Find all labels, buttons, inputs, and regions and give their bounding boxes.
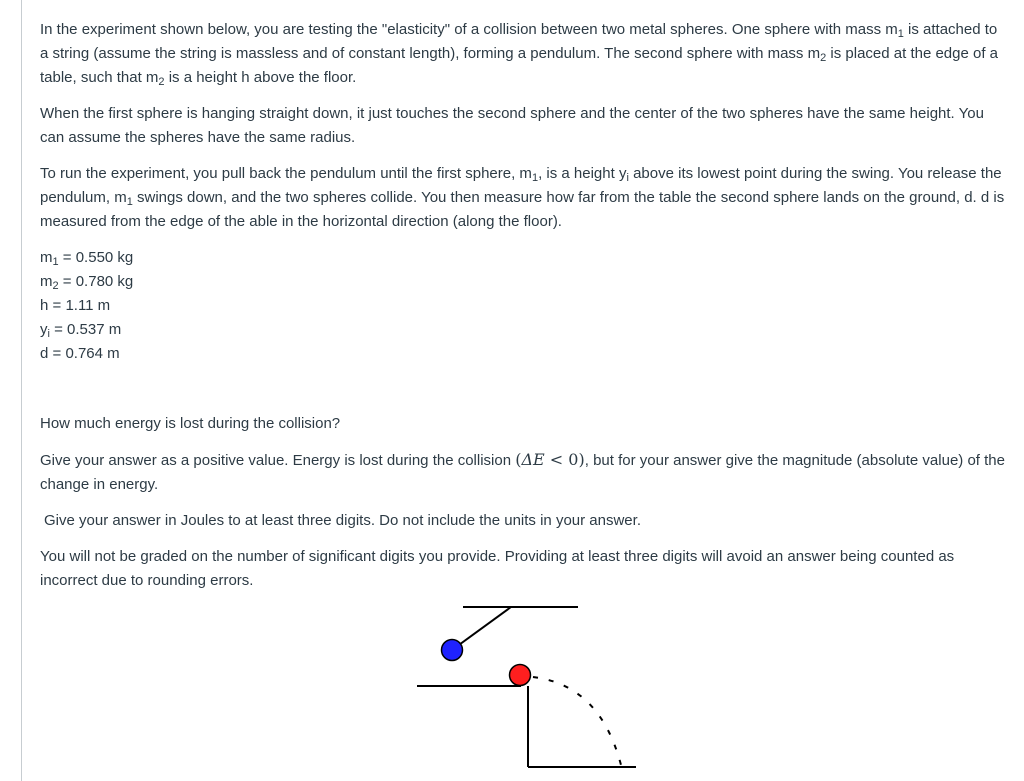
value-h: h = 1.11 m (40, 297, 111, 314)
instruction-positive-value: Give your answer as a positive value. Energy is lost during the collision (ΔE < 0), but for your answer give the magnitude (absolute value) of the change in energy. (40, 450, 1005, 493)
value-yi: $y_i = 0.537$ m (40, 321, 122, 340)
instruction-units: Give your answer in Joules to at least three digits. Do not include the units in your answer. (44, 512, 641, 529)
intro-paragraph: In the experiment shown below, you are testing the "elasticity" of a collision between two metal spheres. One sphere with mass $m_1$ is attached to a string (assume the string is massless and of constant length), forming a pendulum. The second sphere with mass $m_2$ is placed at the edge of a table, such that $m_2$ is a height h above the floor. (40, 21, 999, 88)
pendulum-sphere-m1 (442, 640, 463, 661)
value-m2: $m_2 = 0.780$ kg (40, 273, 134, 292)
trajectory-path (533, 677, 621, 765)
table-sphere-m2 (510, 665, 531, 686)
procedure-paragraph: To run the experiment, you pull back the pendulum until the first sphere, $m_1$, is a height $y_i$ above its lowest point during the swing. You release the pendulum, $m_1$ swings down, and the two spheres collide. You then measure how far from the table the second sphere lands on the ground, d. d is measured from the edge of the able in the horizontal direction (along the floor). (40, 165, 1005, 230)
value-m1: $m_1 = 0.550$ kg (40, 249, 134, 268)
instruction-significant-digits: You will not be graded on the number of significant digits you provide. Providing at least three digits will avoid an answer being counted as incorrect due to rounding errors. (40, 548, 955, 589)
question-text: How much energy is lost during the collision? (40, 415, 341, 432)
setup-paragraph: When the first sphere is hanging straight down, it just touches the second sphere and the center of the two spheres have the same height. You can assume the spheres have the same radius. (40, 105, 984, 146)
value-d: d = 0.764 m (40, 345, 120, 362)
delta-e-expression: (ΔE < 0) (515, 450, 585, 469)
